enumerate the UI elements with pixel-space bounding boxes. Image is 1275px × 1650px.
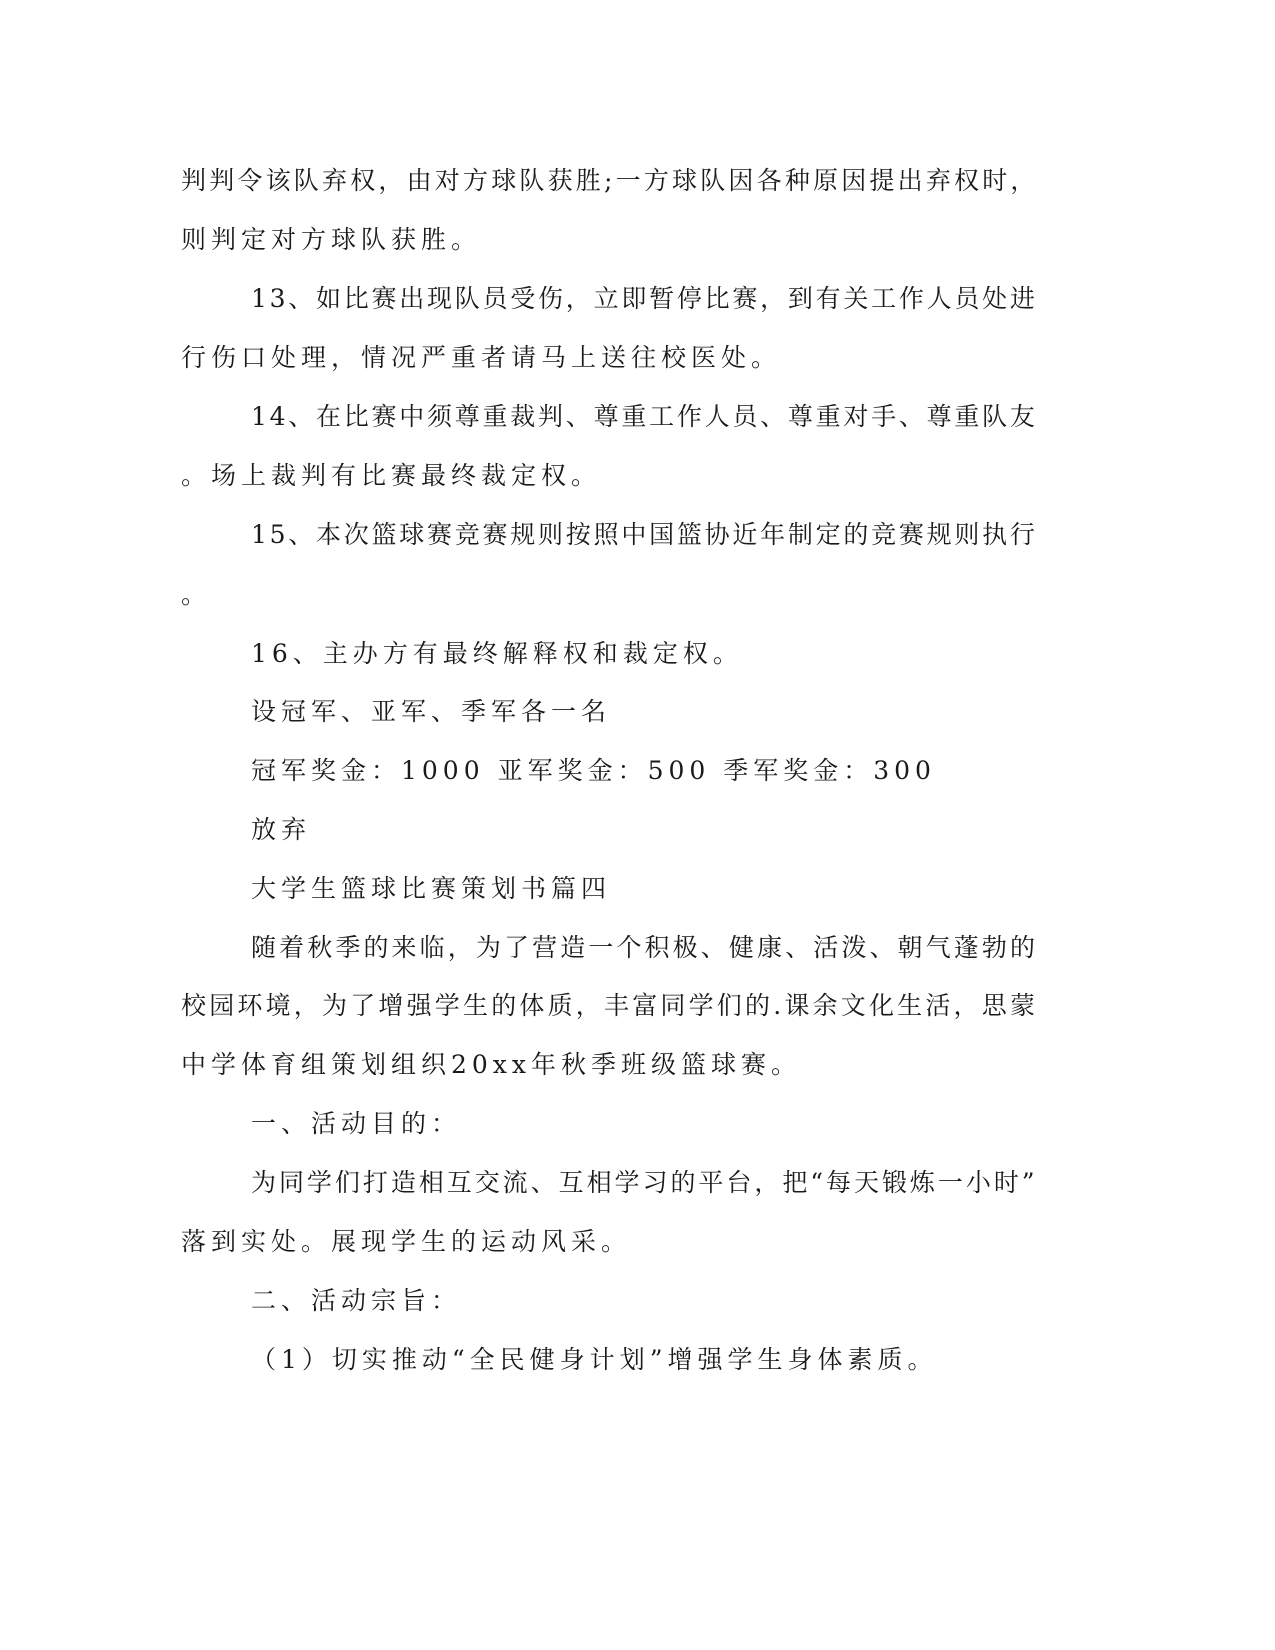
- rule-14-line: 14、在比赛中须尊重裁判、尊重工作人员、尊重对手、尊重队友: [251, 402, 1038, 431]
- paragraph-line: 中学体育组策划组织20xx年秋季班级篮球赛。: [181, 1050, 802, 1079]
- paragraph-line: 落到实处。展现学生的运动风采。: [181, 1227, 632, 1256]
- paragraph-line: 判判令该队弃权，由对方球队获胜;一方球队因各种原因提出弃权时，: [181, 166, 1039, 195]
- rule-13-line: 13、如比赛出现队员受伤，立即暂停比赛，到有关工作人员处进: [251, 284, 1038, 313]
- paragraph-line: 校园环境，为了增强学生的体质，丰富同学们的.课余文化生活，思蒙: [181, 991, 1039, 1020]
- awards-line: 设冠军、亚军、季军各一名: [251, 697, 612, 726]
- section-title: 大学生篮球比赛策划书篇四: [251, 874, 612, 903]
- paragraph-line: 。场上裁判有比赛最终裁定权。: [181, 461, 602, 490]
- list-item: （1）切实推动“全民健身计划”增强学生身体素质。: [251, 1345, 938, 1374]
- paragraph-line: 。: [181, 580, 212, 609]
- paragraph-line: 为同学们打造相互交流、互相学习的平台，把“每天锻炼一小时”: [251, 1168, 1038, 1197]
- rule-15-line: 15、本次篮球赛竞赛规则按照中国篮协近年制定的竞赛规则执行: [251, 520, 1038, 549]
- paragraph-line: 放弃: [251, 815, 312, 844]
- rule-16-line: 16、主办方有最终解释权和裁定权。: [251, 639, 743, 668]
- prize-money-line: 冠军奖金：1000 亚军奖金：500 季军奖金：300: [251, 756, 936, 785]
- paragraph-line: 则判定对方球队获胜。: [181, 225, 482, 254]
- section-heading: 二、活动宗旨：: [251, 1286, 462, 1315]
- paragraph-line: 随着秋季的来临，为了营造一个积极、健康、活泼、朝气蓬勃的: [251, 933, 1039, 962]
- section-heading: 一、活动目的：: [251, 1109, 462, 1138]
- paragraph-line: 行伤口处理，情况严重者请马上送往校医处。: [181, 343, 782, 372]
